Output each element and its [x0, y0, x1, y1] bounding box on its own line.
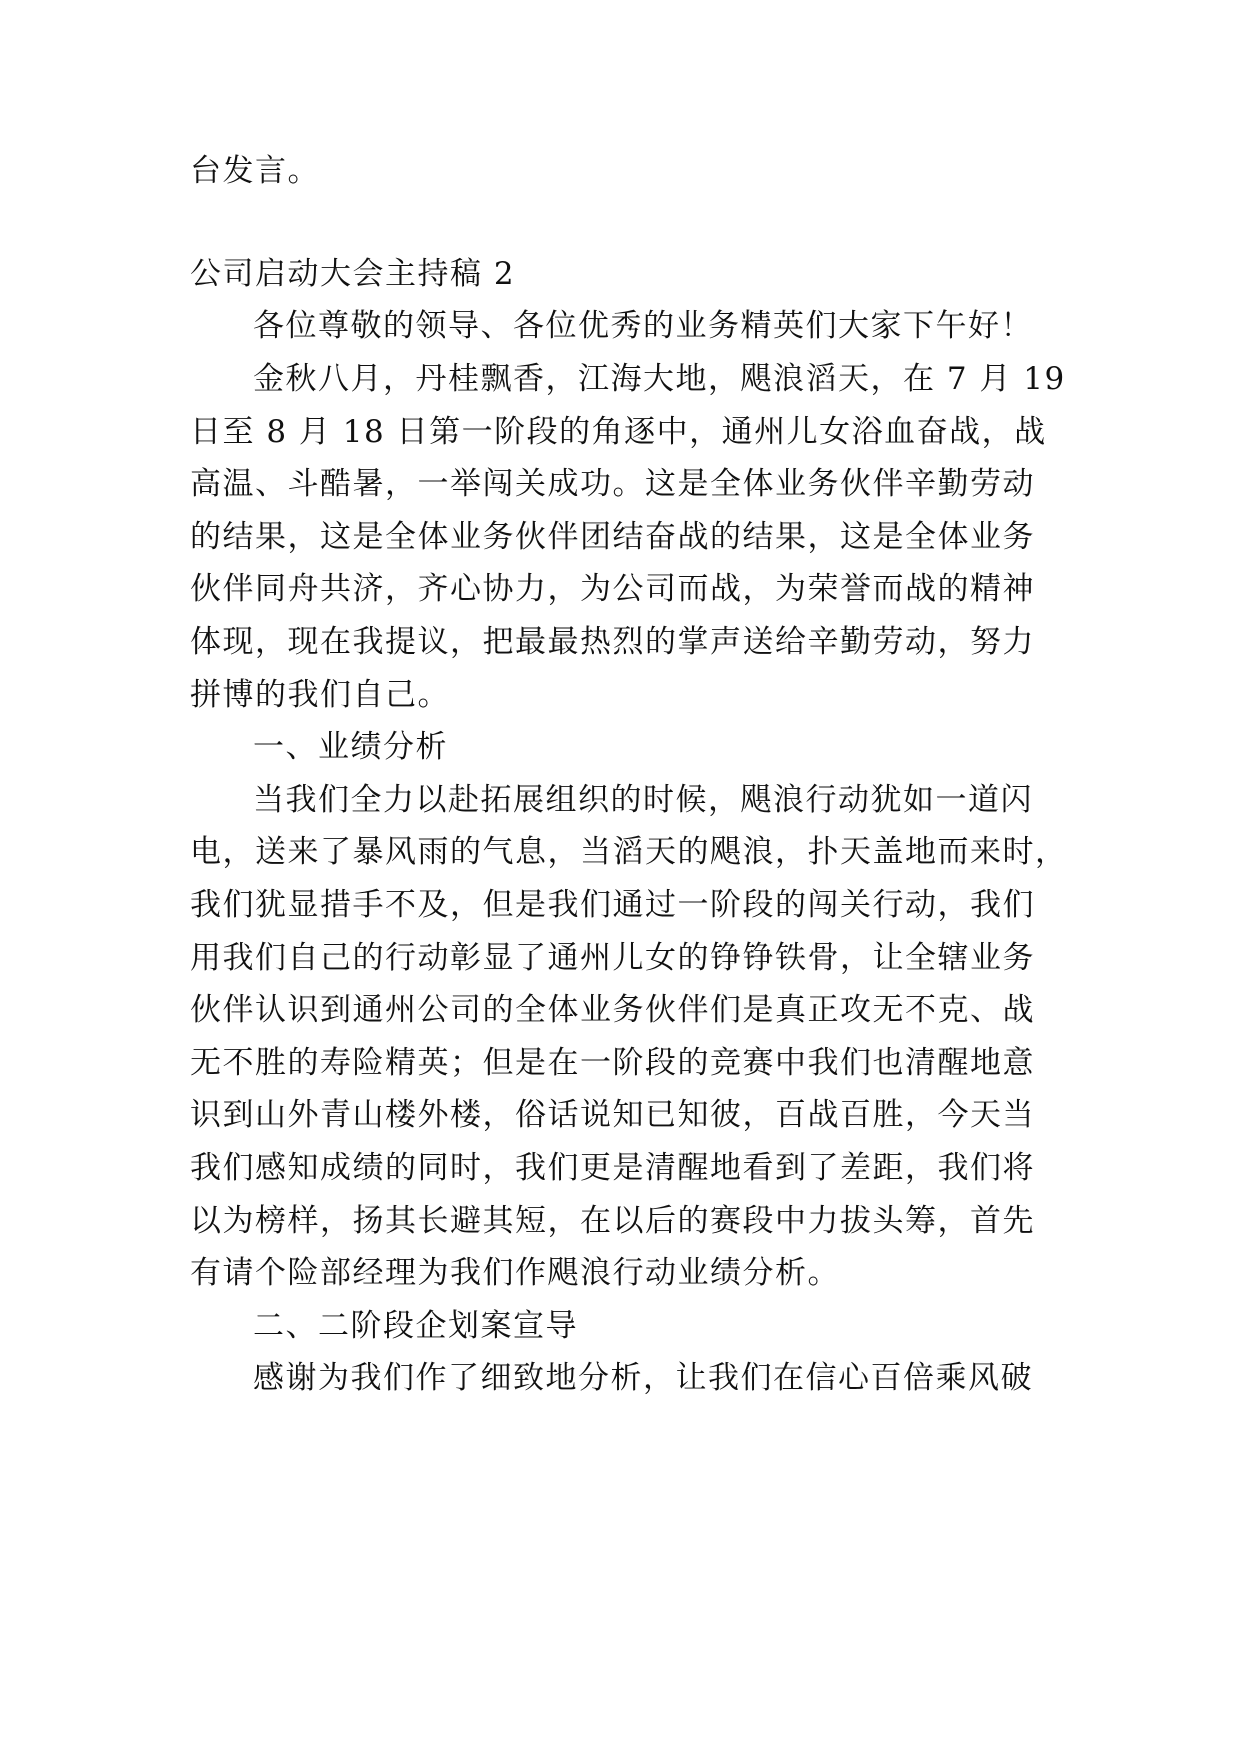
text-line: 电，送来了暴风雨的气息，当滔天的飓浪，扑天盖地而来时，	[190, 834, 1068, 870]
text-line: 用我们自己的行动彰显了通州儿女的铮铮铁骨，让全辖业务	[190, 940, 1035, 976]
section-heading: 一、业绩分析	[253, 729, 448, 765]
text-line: 金秋八月，丹桂飘香，江海大地，飓浪滔天，在 7 月 19	[253, 361, 1066, 397]
text-line: 有请个险部经理为我们作飓浪行动业绩分析。	[190, 1255, 840, 1291]
text-line: 日至 8 月 18 日第一阶段的角逐中，通州儿女浴血奋战，战	[190, 414, 1047, 450]
text-line: 无不胜的寿险精英；但是在一阶段的竞赛中我们也清醒地意	[190, 1045, 1035, 1081]
text-line: 当我们全力以赴拓展组织的时候，飓浪行动犹如一道闪	[253, 782, 1033, 818]
text-line: 识到山外青山楼外楼，俗话说知已知彼，百战百胜，今天当	[190, 1097, 1035, 1133]
text-line: 我们感知成绩的同时，我们更是清醒地看到了差距，我们将	[190, 1150, 1035, 1186]
section-title: 公司启动大会主持稿 2	[190, 256, 516, 292]
text-line: 伙伴认识到通州公司的全体业务伙伴们是真正攻无不克、战	[190, 992, 1035, 1028]
text-line: 拼博的我们自己。	[190, 677, 450, 713]
text-line: 我们犹显措手不及，但是我们通过一阶段的闯关行动，我们	[190, 887, 1035, 923]
section-heading: 二、二阶段企划案宣导	[253, 1308, 578, 1344]
text-line: 感谢为我们作了细致地分析，让我们在信心百倍乘风破	[253, 1360, 1033, 1396]
text-line: 伙伴同舟共济，齐心协力，为公司而战，为荣誉而战的精神	[190, 571, 1035, 607]
greeting-line: 各位尊敬的领导、各位优秀的业务精英们大家下午好！	[253, 308, 1033, 344]
text-line: 以为榜样，扬其长避其短，在以后的赛段中力拔头筹，首先	[190, 1203, 1035, 1239]
text-line: 体现，现在我提议，把最最热烈的掌声送给辛勤劳动，努力	[190, 624, 1035, 660]
text-line: 高温、斗酷暑，一举闯关成功。这是全体业务伙伴辛勤劳动	[190, 466, 1035, 502]
text-line: 的结果，这是全体业务伙伴团结奋战的结果，这是全体业务	[190, 519, 1035, 555]
text-line: 台发言。	[190, 153, 320, 189]
